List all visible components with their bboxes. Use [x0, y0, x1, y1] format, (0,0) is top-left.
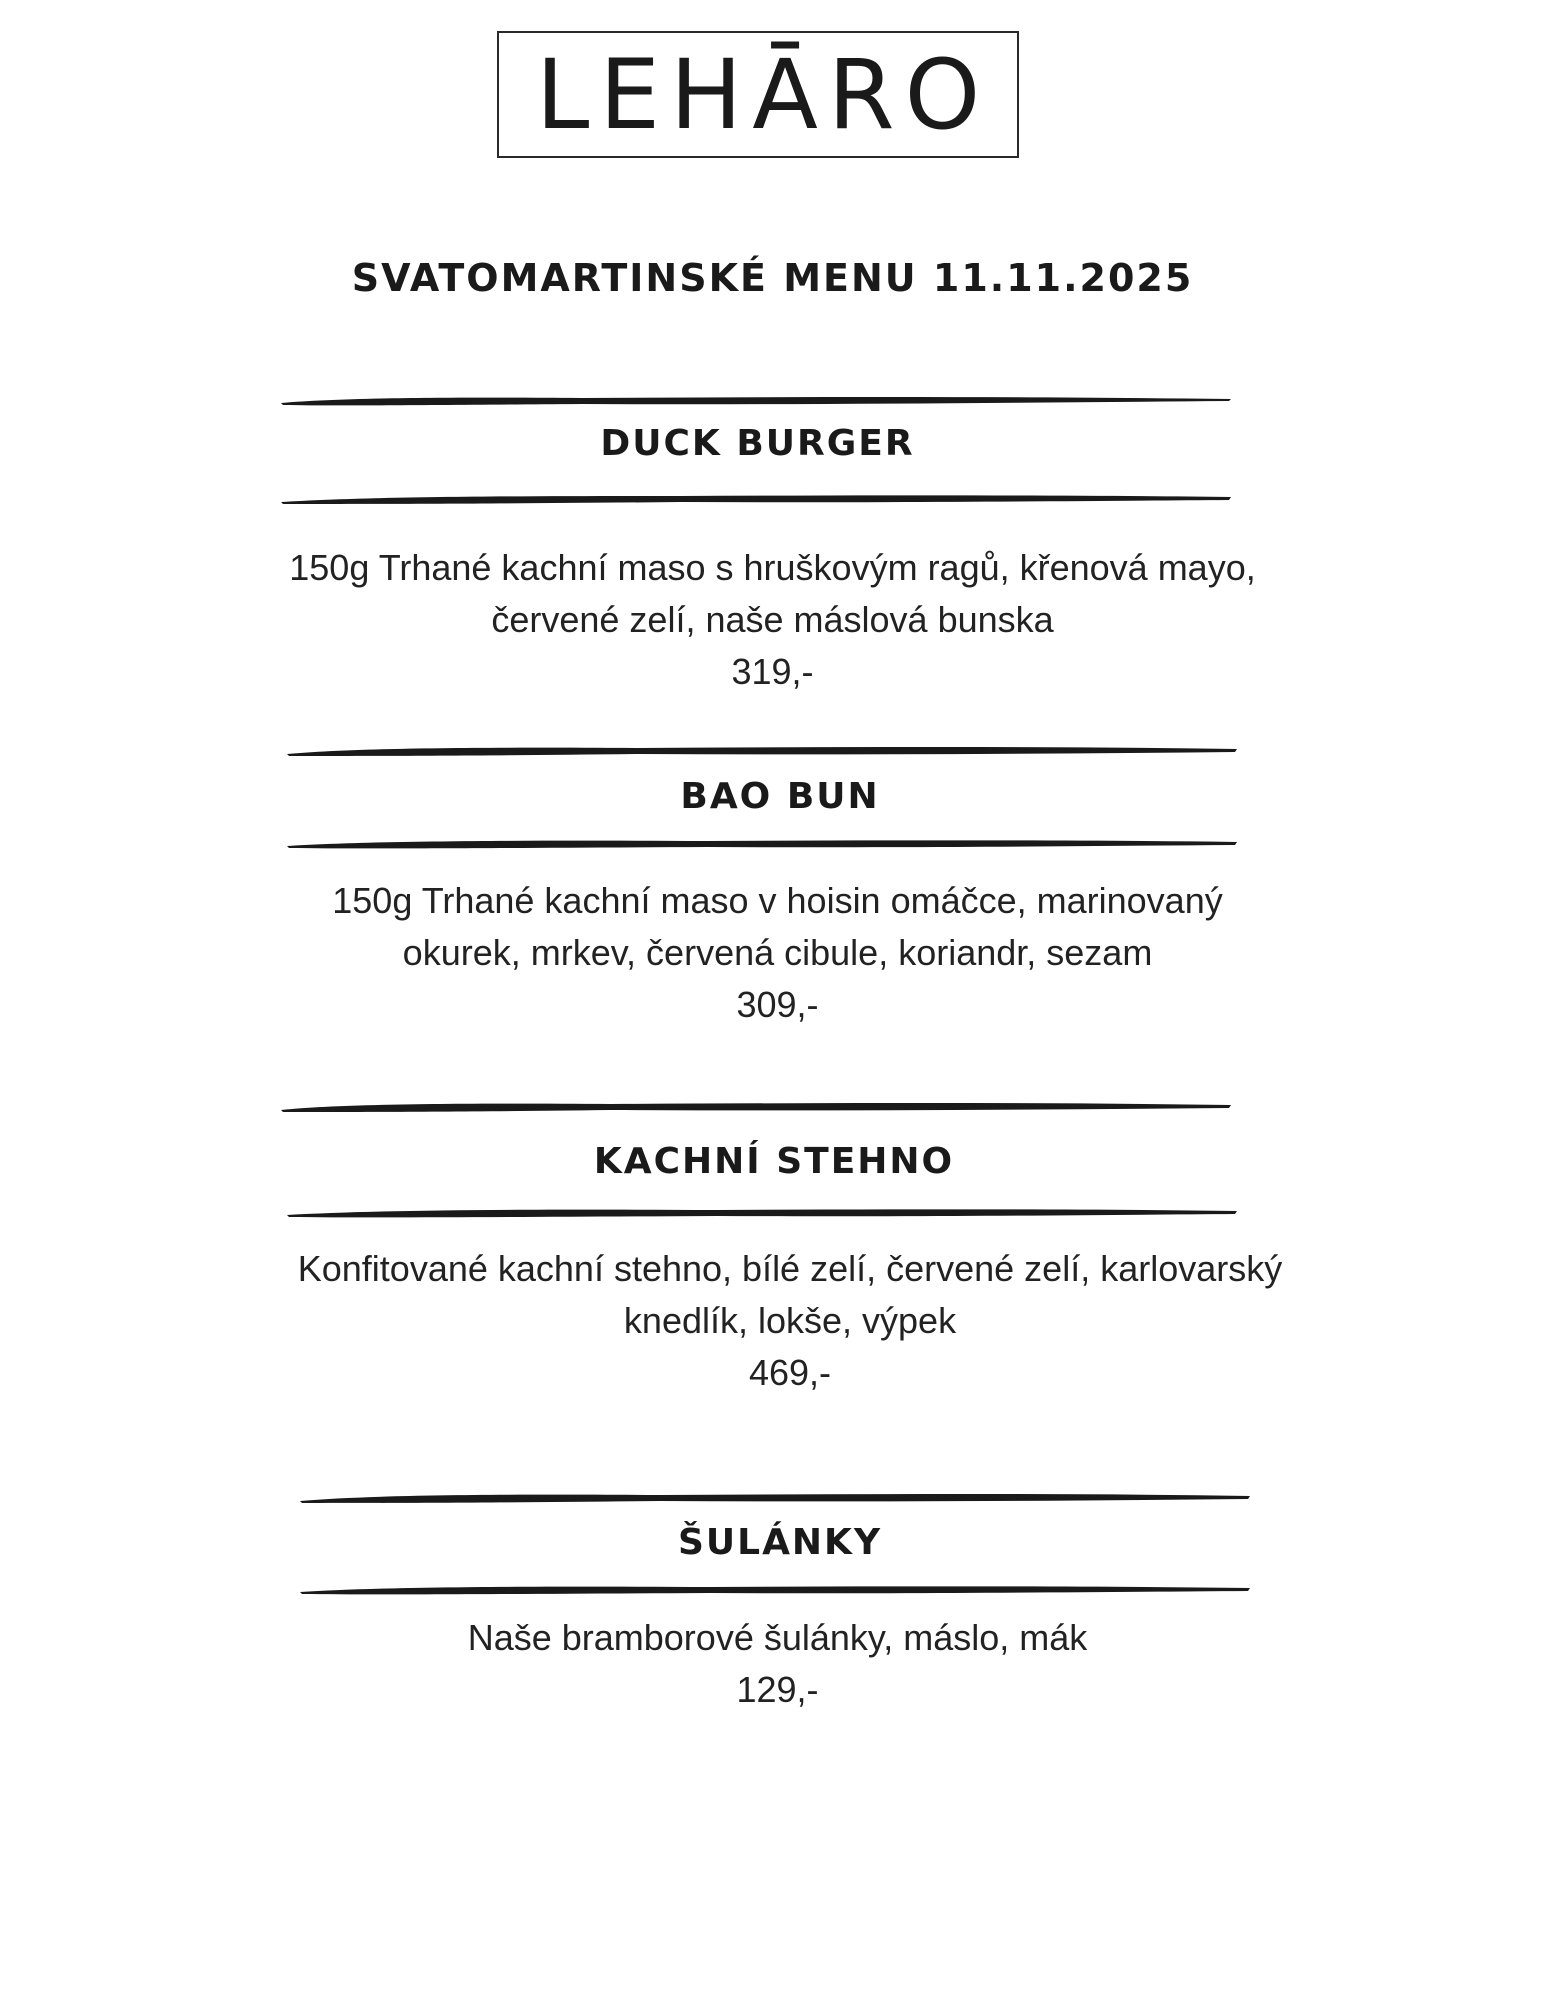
menu-item-description-line: okurek, mrkev, červená cibule, koriandr, sezam: [402, 932, 1153, 973]
brush-divider: [281, 1099, 1231, 1115]
brush-divider: [287, 836, 1237, 852]
menu-item-description-line: Naše bramborové šulánky, máslo, mák: [467, 1617, 1088, 1658]
menu-item-description: [0, 1243, 1545, 1399]
menu-item-price: 319,-: [731, 651, 814, 692]
menu-item-description-line: Konfitované kachní stehno, bílé zelí, červené zelí, karlovarský: [297, 1248, 1283, 1289]
menu-item-price: 129,-: [736, 1669, 819, 1710]
brush-divider: [281, 491, 1231, 507]
brush-divider: [300, 1490, 1250, 1506]
brush-divider: [287, 743, 1237, 759]
menu-item-name: KACHNÍ STEHNO: [593, 1141, 955, 1182]
logo: [497, 31, 1019, 158]
menu-item-description-line: knedlík, lokše, výpek: [623, 1300, 957, 1341]
menu-item-description: [0, 875, 1545, 1031]
menu-item-price: 309,-: [736, 984, 819, 1025]
menu-item-description-line: 150g Trhané kachní maso v hoisin omáčce, marinovaný: [332, 880, 1223, 921]
menu-item-description: [0, 1612, 1545, 1716]
menu-item-price: 469,-: [748, 1352, 832, 1393]
brush-divider: [300, 1582, 1250, 1598]
menu-item-name: ŠULÁNKY: [677, 1522, 883, 1563]
menu-item-name: BAO BUN: [680, 776, 880, 817]
menu-item-description: [0, 542, 1545, 698]
brush-divider: [281, 393, 1231, 409]
menu-item-description-line: červené zelí, naše máslová bunska: [491, 599, 1054, 640]
menu-item-description-line: 150g Trhané kachní maso s hruškovým ragů, křenová mayo,: [289, 547, 1256, 588]
logo-text: LEHĀRO: [535, 38, 991, 151]
menu-item-name: DUCK BURGER: [600, 423, 915, 464]
brush-divider: [287, 1205, 1237, 1221]
page-title: SVATOMARTINSKÉ MENU 11.11.2025: [351, 256, 1194, 300]
